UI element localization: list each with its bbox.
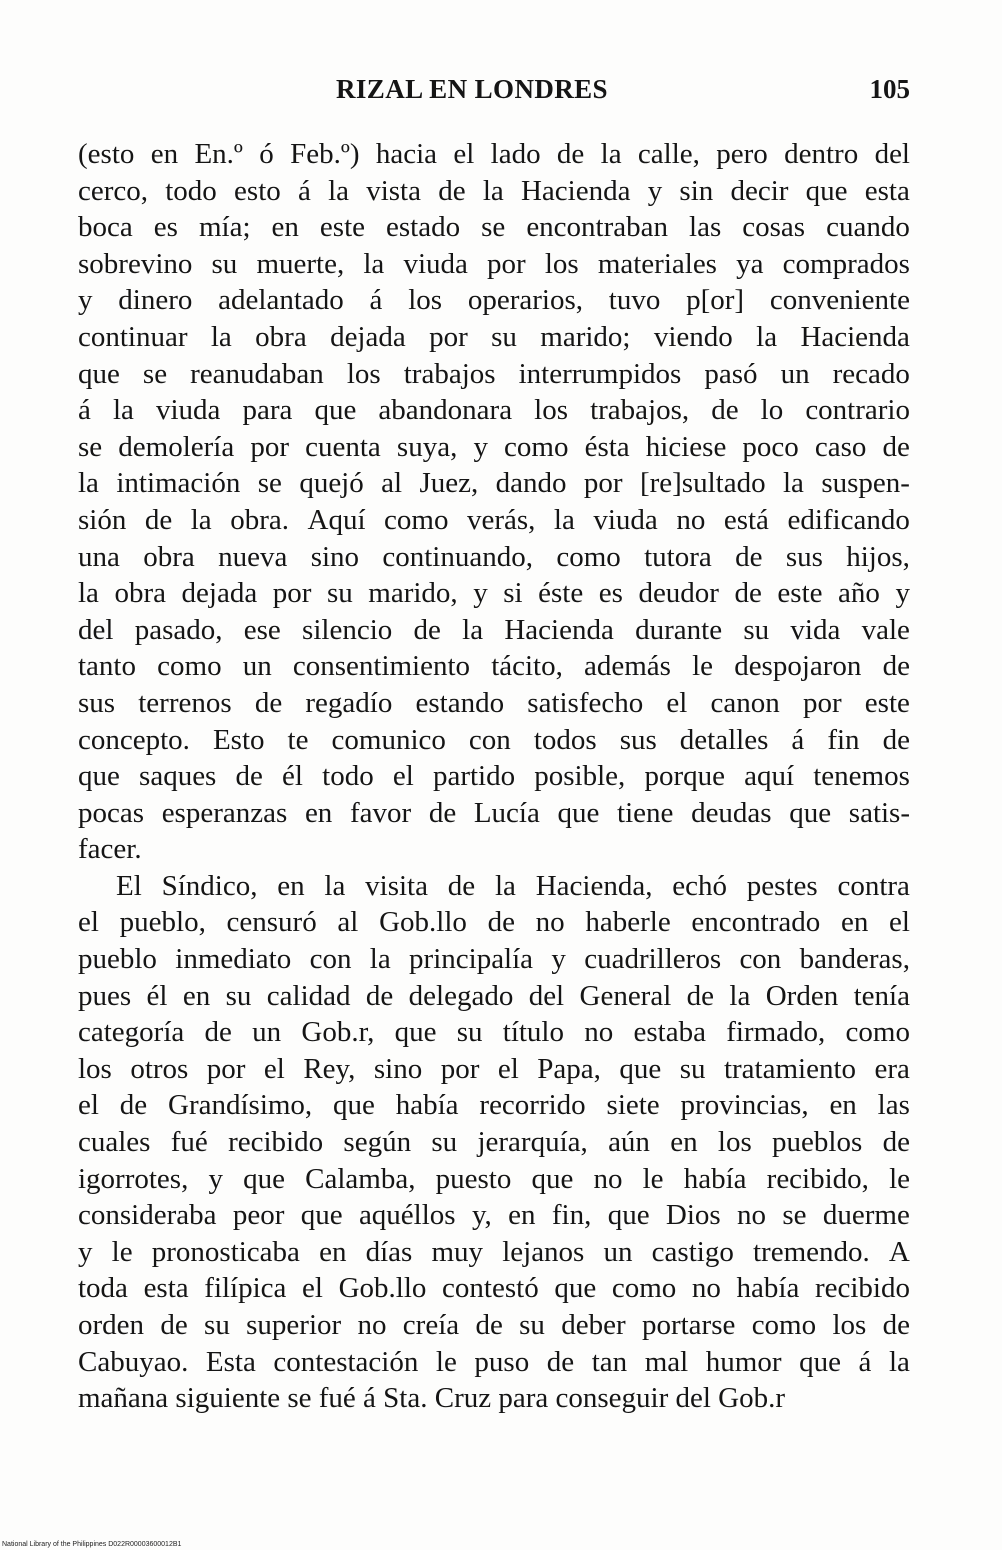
paragraph-1-line: sión de la obra. Aquí como verás, la viuda no está edificando	[78, 503, 910, 536]
paragraph-2-line: igorrotes, y que Calamba, puesto que no le había recibido, le	[78, 1162, 910, 1195]
paragraph-1-line: concepto. Esto te comunico con todos sus detalles á fin de	[78, 723, 910, 756]
paragraph-1-line: sus terrenos de regadío estando satisfecho el canon por este	[78, 686, 910, 719]
paragraph-1-line: facer.	[78, 833, 142, 866]
paragraph-1-line: que saques de él todo el partido posible, porque aquí tenemos	[78, 760, 910, 793]
paragraph-2-line: orden de su superior no creía de su deber portarse como los de	[78, 1309, 910, 1341]
paragraph-1	[78, 136, 910, 868]
paragraph-1-line: y dinero adelantado á los operarios, tuvo p[or] conveniente	[78, 284, 910, 317]
paragraph-2-line: mañana siguiente se fué á Sta. Cruz para conseguir del Gob.r	[78, 1382, 786, 1415]
paragraph-1-line: la intimación se quejó al Juez, dando por [re]sultado la suspen-	[78, 467, 910, 500]
paragraph-1-line: continuar la obra dejada por su marido; viendo la Hacienda	[78, 320, 910, 353]
paragraph-2	[78, 868, 910, 1417]
body-text	[78, 136, 910, 1417]
page-header	[78, 74, 910, 114]
paragraph-1-line: que se reanudaban los trabajos interrumpidos pasó un recado	[78, 357, 910, 390]
paragraph-2-line: pues él en su calidad de delegado del General de la Orden tenía	[78, 979, 910, 1012]
paragraph-2-line: toda esta filípica el Gob.llo contestó que como no había recibido	[78, 1272, 910, 1305]
paragraph-2-line: El Síndico, en la visita de la Hacienda, echó pestes contra	[116, 869, 910, 902]
paragraph-2-line: pueblo inmediato con la principalía y cuadrilleros con banderas,	[78, 943, 910, 976]
library-footer: National Library of the Philippines D022R00003600012B1	[2, 1541, 182, 1548]
paragraph-2-line: los otros por el Rey, sino por el Papa, que su tratamiento era	[78, 1052, 910, 1085]
paragraph-1-line: cerco, todo esto á la vista de la Hacienda y sin decir que esta	[78, 174, 910, 207]
running-title: RIZAL EN LONDRES	[336, 74, 608, 104]
paragraph-1-line: tanto como un consentimiento tácito, además le despojaron de	[78, 650, 910, 683]
paragraph-2-line: y le pronosticaba en días muy lejanos un castigo tremendo. A	[78, 1235, 910, 1268]
paragraph-1-line: sobrevino su muerte, la viuda por los materiales ya comprados	[78, 247, 910, 280]
paragraph-1-line: boca es mía; en este estado se encontraban las cosas cuando	[78, 211, 910, 244]
paragraph-1-line: pocas esperanzas en favor de Lucía que tiene deudas que satis-	[78, 796, 910, 829]
paragraph-2-line: consideraba peor que aquéllos y, en fin, que Dios no se duerme	[78, 1199, 910, 1232]
paragraph-1-line: (esto en En.º ó Feb.º) hacia el lado de la calle, pero dentro del	[78, 138, 910, 170]
paragraph-1-line: se demolería por cuenta suya, y como ésta hiciese poco caso de	[78, 430, 910, 463]
page-number: 105	[869, 74, 910, 104]
paragraph-1-line: á la viuda para que abandonara los trabajos, de lo contrario	[78, 394, 910, 427]
paragraph-2-line: Cabuyao. Esta contestación le puso de tan mal humor que á la	[78, 1345, 910, 1378]
paragraph-1-line: la obra dejada por su marido, y si éste es deudor de este año y	[78, 577, 910, 610]
paragraph-2-line: el pueblo, censuró al Gob.llo de no haberle encontrado en el	[78, 906, 910, 939]
paragraph-2-line: el de Grandísimo, que había recorrido siete provincias, en las	[78, 1089, 910, 1122]
paragraph-1-line: una obra nueva sino continuando, como tutora de sus hijos,	[78, 540, 910, 573]
paragraph-2-line: cuales fué recibido según su jerarquía, aún en los pueblos de	[78, 1126, 910, 1159]
paragraph-2-line: categoría de un Gob.r, que su título no estaba firmado, como	[78, 1016, 910, 1049]
paragraph-1-line: del pasado, ese silencio de la Hacienda durante su vida vale	[78, 613, 910, 646]
